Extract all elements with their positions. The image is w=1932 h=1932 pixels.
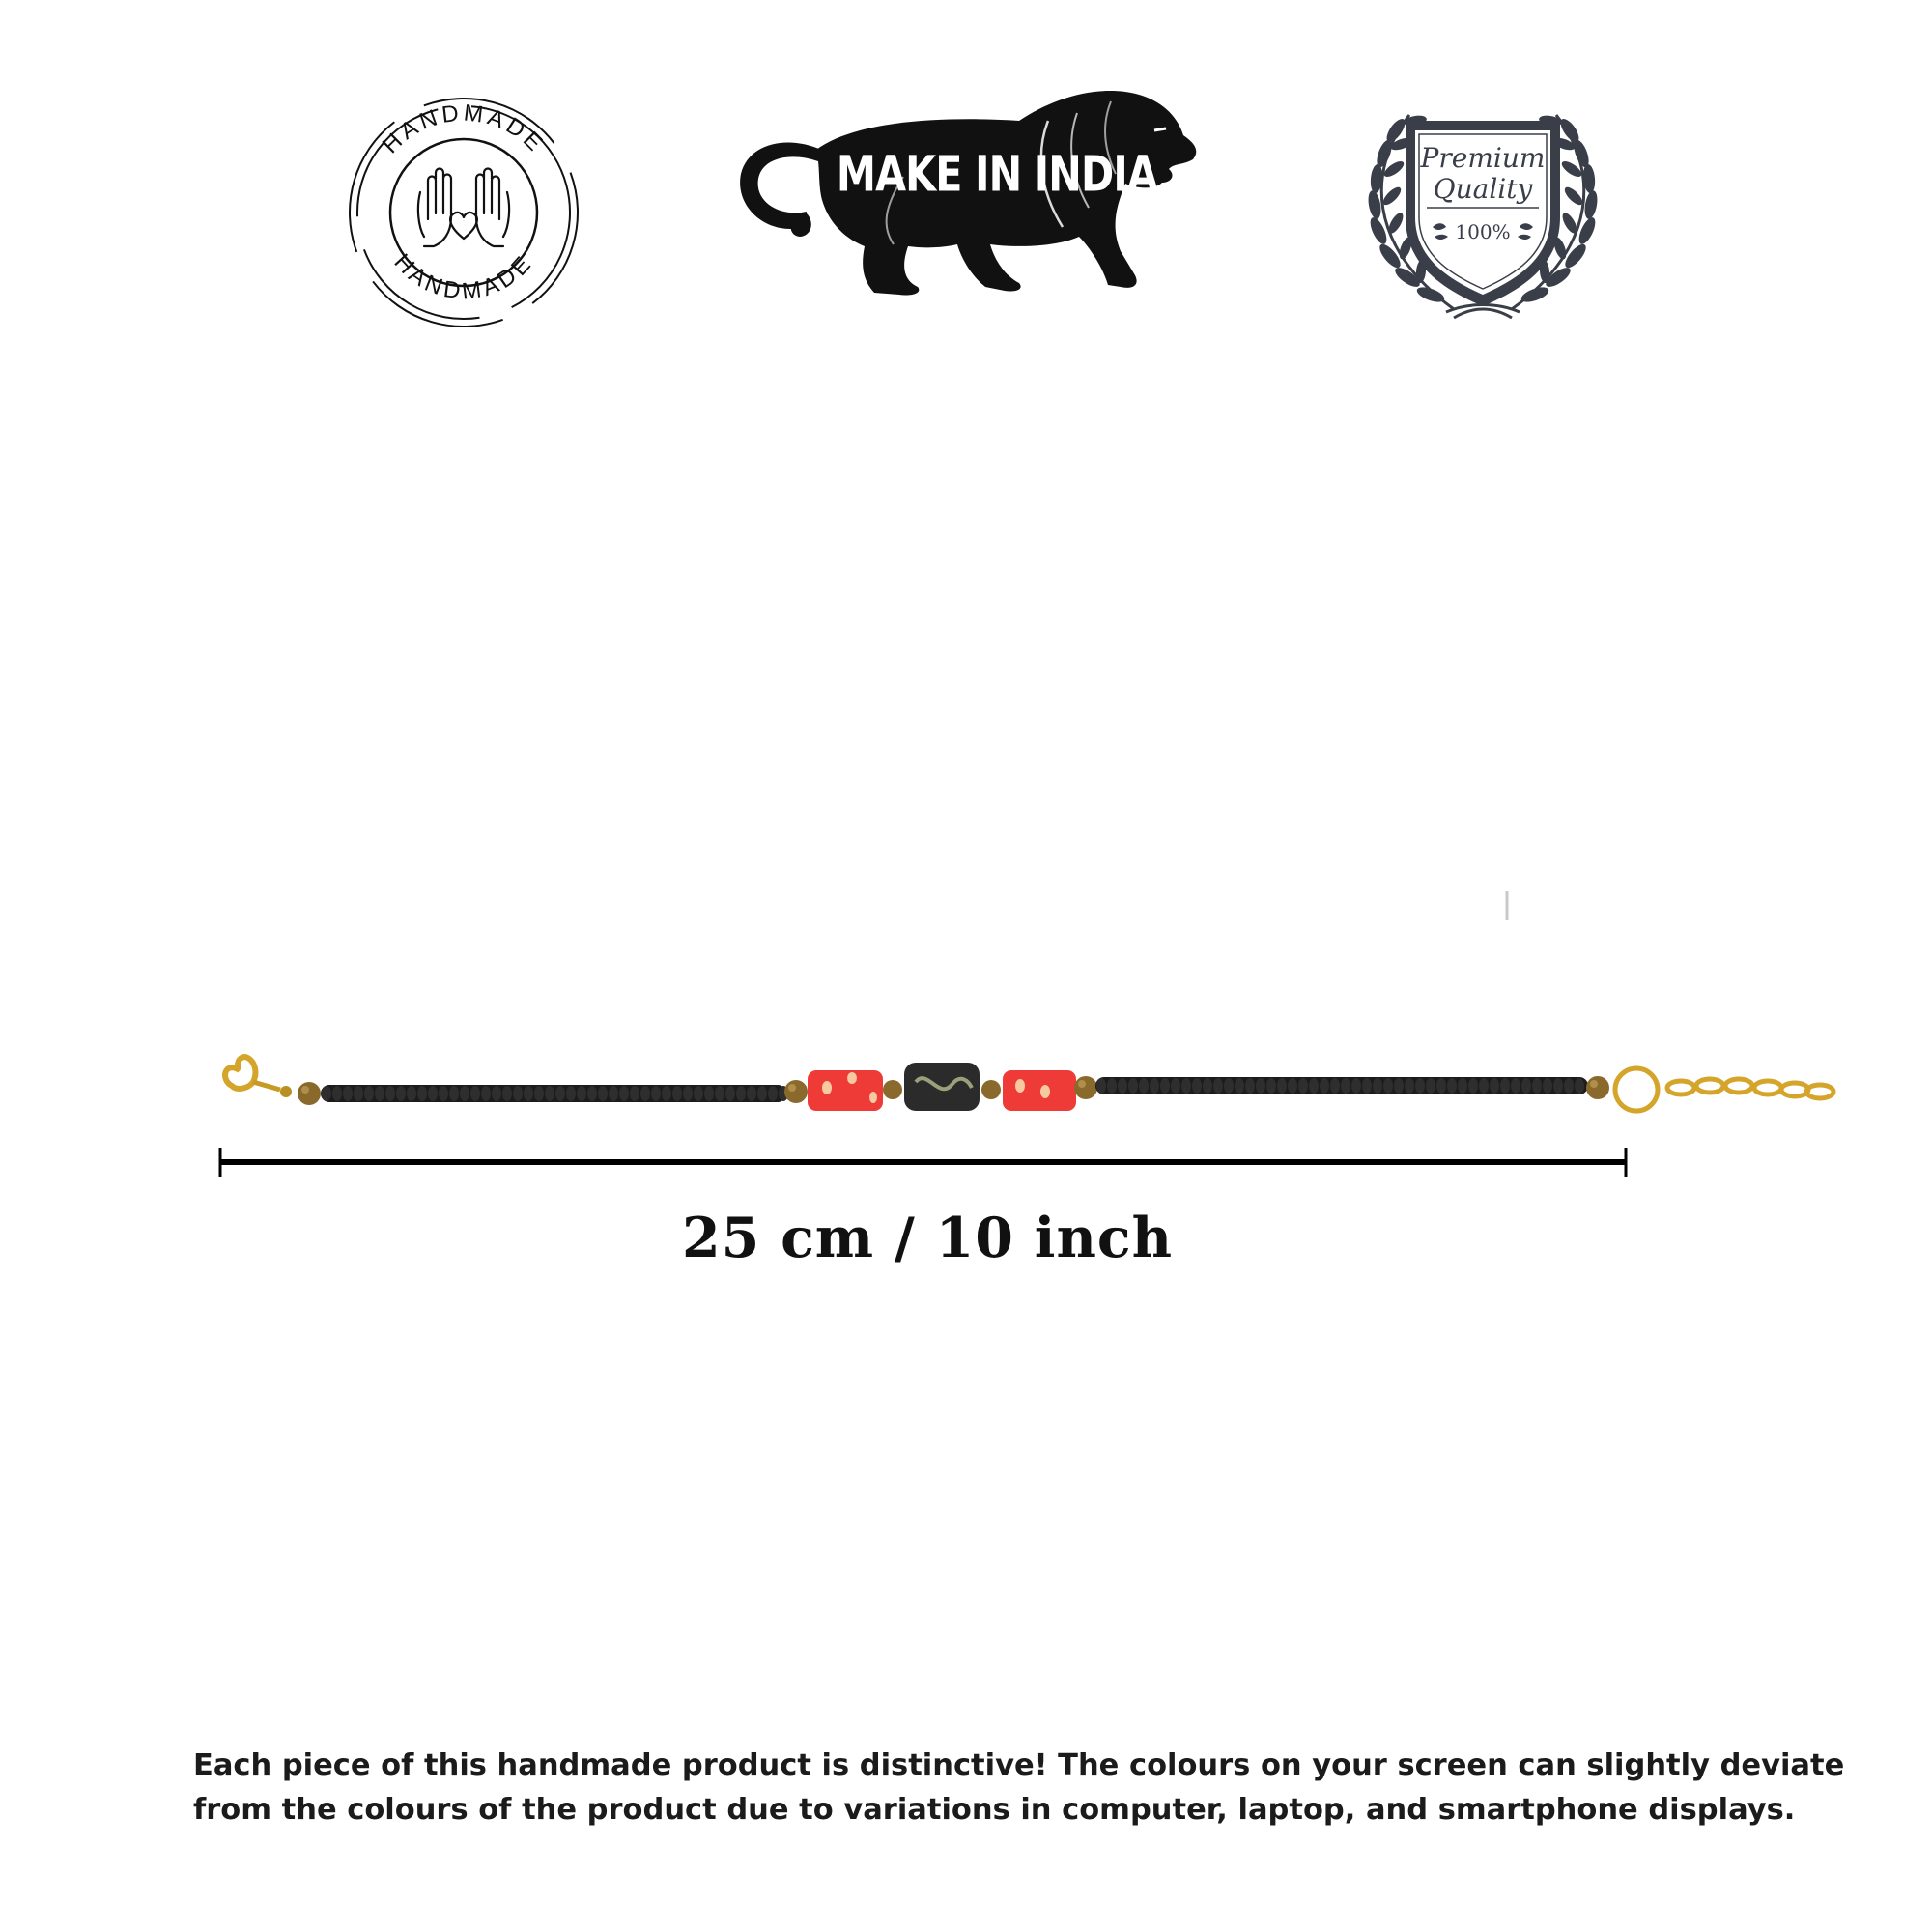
color-disclaimer	[193, 1744, 1845, 1833]
seed-bead	[672, 1086, 682, 1101]
seed-bead	[1266, 1078, 1276, 1094]
seed-bead	[747, 1086, 756, 1101]
seed-bead	[439, 1086, 448, 1101]
seed-bead	[534, 1086, 544, 1101]
seed-bead	[1383, 1078, 1393, 1094]
seed-bead	[1320, 1078, 1329, 1094]
seed-bead	[1458, 1078, 1467, 1094]
seed-bead	[1203, 1078, 1212, 1094]
seed-bead	[619, 1086, 629, 1101]
seed-bead	[428, 1086, 438, 1101]
seed-bead	[396, 1086, 406, 1101]
seed-bead	[1362, 1078, 1372, 1094]
seed-bead	[694, 1086, 703, 1101]
seed-bead	[1245, 1078, 1255, 1094]
seed-bead	[1468, 1078, 1478, 1094]
seed-bead	[1521, 1078, 1531, 1094]
premium-line1: Premium	[1420, 142, 1546, 174]
seed-bead	[1575, 1078, 1584, 1094]
make-in-india-text: MAKE IN INDIA	[836, 145, 1157, 203]
seed-bead	[1532, 1078, 1542, 1094]
seed-bead	[1171, 1078, 1180, 1094]
seed-bead	[1213, 1078, 1223, 1094]
seed-bead	[1447, 1078, 1457, 1094]
seed-bead	[662, 1086, 671, 1101]
seed-bead	[1436, 1078, 1446, 1094]
seed-bead	[1096, 1078, 1106, 1094]
seed-bead	[1118, 1078, 1127, 1094]
seed-bead	[1139, 1078, 1149, 1094]
measurement-line	[220, 1148, 1626, 1177]
seed-bead	[1341, 1078, 1350, 1094]
seed-bead	[1415, 1078, 1425, 1094]
seed-bead	[375, 1086, 384, 1101]
seed-bead	[757, 1086, 767, 1101]
seed-bead	[545, 1086, 554, 1101]
seed-bead	[1330, 1078, 1340, 1094]
handmade-top-text: HANDMADE	[377, 99, 551, 159]
size-label: 25 cm / 10 inch	[681, 1206, 1174, 1270]
seed-bead	[1394, 1078, 1404, 1094]
seed-bead	[322, 1086, 331, 1101]
seed-bead	[1543, 1078, 1552, 1094]
seed-bead	[1564, 1078, 1574, 1094]
seed-bead	[725, 1086, 735, 1101]
seed-bead	[683, 1086, 693, 1101]
seed-bead	[1181, 1078, 1191, 1094]
seed-bead	[651, 1086, 661, 1101]
seed-bead	[460, 1086, 469, 1101]
seed-bead	[364, 1086, 374, 1101]
seed-bead	[555, 1086, 565, 1101]
seed-bead	[609, 1086, 618, 1101]
premium-line2: Quality	[1433, 173, 1533, 205]
disclaimer-line-2: from the colours of the product due to variations in computer, laptop, and smartphone displays.	[193, 1793, 1796, 1827]
seed-bead	[1107, 1078, 1117, 1094]
seed-bead	[1150, 1078, 1159, 1094]
seed-bead	[598, 1086, 608, 1101]
seed-bead	[768, 1086, 778, 1101]
handmade-bottom-text: HANDMADE	[388, 248, 539, 305]
seed-bead	[630, 1086, 639, 1101]
seed-bead	[640, 1086, 650, 1101]
seed-bead	[715, 1086, 724, 1101]
seed-bead	[481, 1086, 491, 1101]
seed-bead	[1309, 1078, 1319, 1094]
disclaimer-line-1: Each piece of this handmade product is distinctive! The colours on your screen can slightly deviate	[193, 1748, 1845, 1782]
seed-bead	[1500, 1078, 1510, 1094]
seed-bead	[1224, 1078, 1234, 1094]
seed-bead	[1128, 1078, 1138, 1094]
seed-bead	[1426, 1078, 1435, 1094]
seed-bead	[502, 1086, 512, 1101]
seed-bead	[513, 1086, 523, 1101]
seed-bead	[1511, 1078, 1520, 1094]
beaded-bracelet	[225, 1057, 1833, 1111]
seed-bead	[354, 1086, 363, 1101]
seed-bead	[1288, 1078, 1297, 1094]
lobster-clasp	[225, 1057, 292, 1097]
premium-percent: 100%	[1455, 220, 1511, 243]
extender-chain	[1615, 1068, 1833, 1111]
seed-bead	[1351, 1078, 1361, 1094]
seed-bead	[1298, 1078, 1308, 1094]
seed-bead	[385, 1086, 395, 1101]
seed-bead	[492, 1086, 501, 1101]
seed-bead	[407, 1086, 416, 1101]
seed-bead	[587, 1086, 597, 1101]
seed-bead	[736, 1086, 746, 1101]
seed-bead	[1192, 1078, 1202, 1094]
seed-bead	[1490, 1078, 1499, 1094]
seed-bead	[1405, 1078, 1414, 1094]
seed-bead	[417, 1086, 427, 1101]
seed-bead	[449, 1086, 459, 1101]
seed-bead	[704, 1086, 714, 1101]
seed-bead	[524, 1086, 533, 1101]
seed-bead	[1553, 1078, 1563, 1094]
seed-bead	[343, 1086, 353, 1101]
seed-bead	[332, 1086, 342, 1101]
seed-bead	[1235, 1078, 1244, 1094]
seed-bead	[1256, 1078, 1265, 1094]
seed-bead	[566, 1086, 576, 1101]
seed-bead	[577, 1086, 586, 1101]
seed-bead	[1160, 1078, 1170, 1094]
seed-bead	[1479, 1078, 1489, 1094]
seed-bead	[1373, 1078, 1382, 1094]
seed-bead	[1277, 1078, 1287, 1094]
seed-bead	[470, 1086, 480, 1101]
